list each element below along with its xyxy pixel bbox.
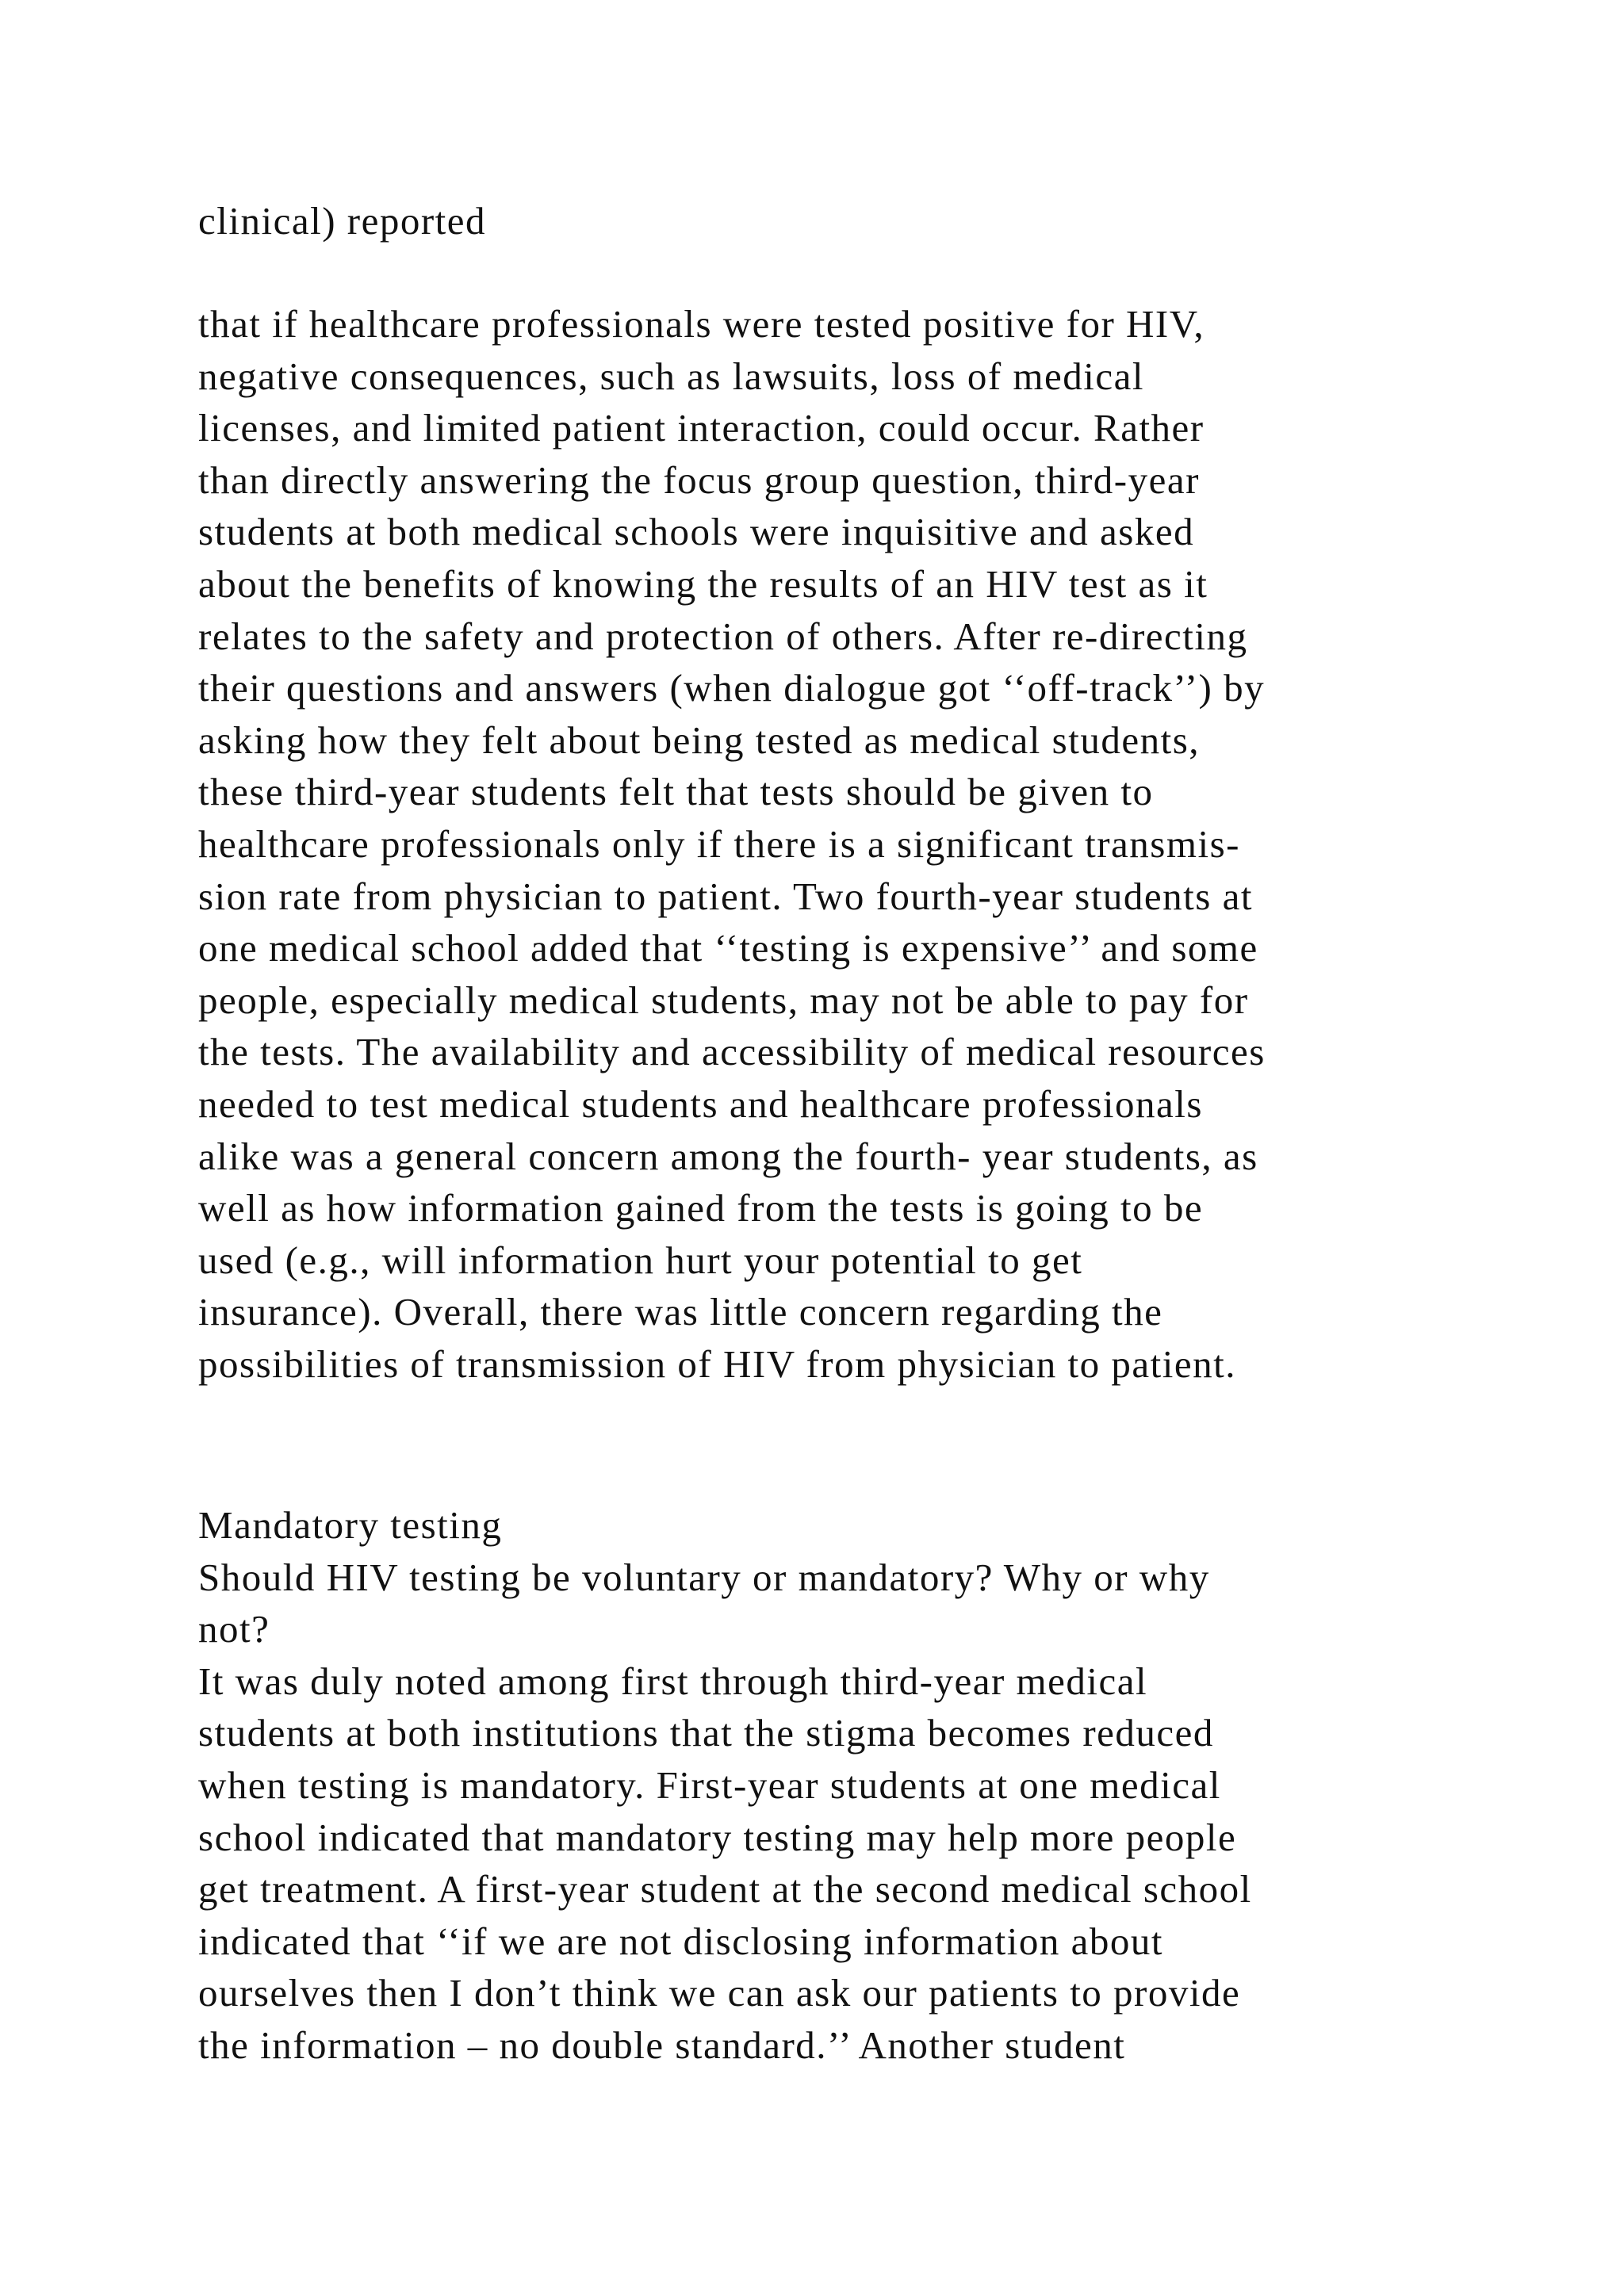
text-line: clinical) reported: [198, 199, 487, 243]
body-paragraph-1: [198, 298, 1515, 1390]
text-line: get treatment. A first-year student at the second medical school: [198, 1867, 1252, 1911]
text-line: the tests. The availability and accessibility of medical resources: [198, 1030, 1266, 1074]
text-line: alike was a general concern among the fourth- year students, as: [198, 1134, 1258, 1178]
text-line: students at both medical schools were inquisitive and asked: [198, 510, 1195, 554]
text-line: needed to test medical students and healthcare professionals: [198, 1081, 1203, 1126]
text-line: indicated that ‘‘if we are not disclosing information about: [198, 1919, 1163, 1963]
text-line: their questions and answers (when dialogue got ‘‘off-track’’) by: [198, 666, 1266, 710]
text-line: school indicated that mandatory testing may help more people: [198, 1815, 1237, 1859]
text-line: used (e.g., will information hurt your potential to get: [198, 1238, 1083, 1282]
text-line: ourselves then I don’t think we can ask our patients to provide: [198, 1971, 1241, 2015]
text-line: sion rate from physician to patient. Two fourth-year students at: [198, 874, 1253, 918]
text-line: healthcare professionals only if there is a significant transmis-: [198, 821, 1240, 866]
text-line: negative consequences, such as lawsuits, loss of medical: [198, 354, 1145, 398]
text-line: possibilities of transmission of HIV from physician to patient.: [198, 1341, 1236, 1386]
text-line: licenses, and limited patient interaction, could occur. Rather: [198, 406, 1205, 450]
text-line: about the benefits of knowing the results of an HIV test as it: [198, 561, 1208, 606]
text-line: well as how information gained from the tests is going to be: [198, 1186, 1204, 1230]
text-line: asking how they felt about being tested as medical students,: [198, 718, 1201, 762]
text-line: when testing is mandatory. First-year students at one medical: [198, 1762, 1221, 1807]
text-line: insurance). Overall, there was little concern regarding the: [198, 1290, 1163, 1334]
text-line: than directly answering the focus group question, third-year: [198, 457, 1200, 502]
text-line: students at both institutions that the stigma becomes reduced: [198, 1711, 1214, 1755]
top-fragment-block: [198, 195, 1515, 247]
text-line: relates to the safety and protection of others. After re-directing: [198, 614, 1248, 658]
text-line: the information – no double standard.’’ Another student: [198, 2022, 1126, 2067]
text-line: these third-year students felt that tests should be given to: [198, 770, 1154, 814]
mandatory-testing-section: [198, 1499, 1515, 2072]
question-line: not?: [198, 1607, 270, 1651]
text-line: one medical school added that ‘‘testing is expensive’’ and some: [198, 926, 1258, 970]
text-line: that if healthcare professionals were tested positive for HIV,: [198, 302, 1205, 346]
text-line: people, especially medical students, may not be able to pay for: [198, 978, 1249, 1022]
text-line: It was duly noted among first through third-year medical: [198, 1659, 1148, 1703]
section-heading: Mandatory testing: [198, 1503, 503, 1547]
question-line: Should HIV testing be voluntary or mandatory? Why or why: [198, 1555, 1210, 1599]
